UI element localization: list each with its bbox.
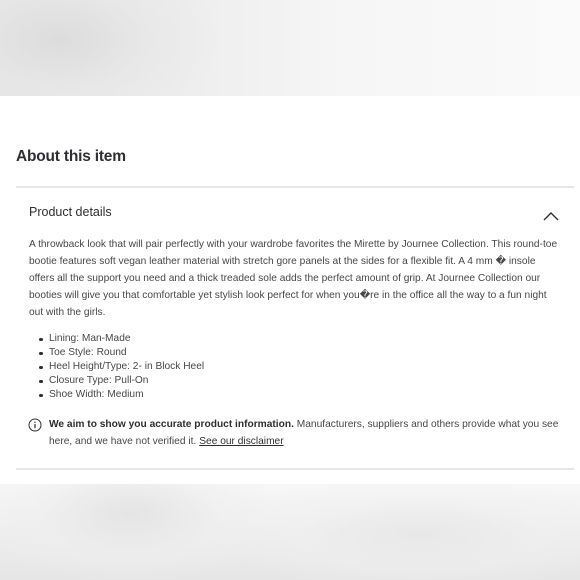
- spec-item: Closure Type: Pull-On: [29, 374, 204, 388]
- accordion-title: Product details: [29, 205, 112, 219]
- product-description: A throwback look that will pair perfectly with your wardrobe favorites the Mirette by Journee Collection. This round-toe bootie features soft vegan leather material with stretch gore panels at the sides for a flexible fit. A 4 mm � insole offers all the support you need and a thick treaded sole adds the perfect amount of grip. At Journee Collection our booties will give you that comfortable yet stylish look perfect for when you�re in the office all the way to a fun night out with the girls.: [29, 239, 558, 318]
- divider: [16, 186, 574, 188]
- spec-item: Toe Style: Round: [29, 346, 204, 360]
- info-icon: [28, 418, 42, 432]
- blurred-content: [0, 484, 580, 580]
- disclaimer-text: Manufacturers, suppliers and others provide what you see here, and we have not verified it.: [49, 419, 559, 447]
- section-title: About this item: [16, 148, 126, 165]
- spec-item: Shoe Width: Medium: [29, 388, 204, 402]
- product-image-blurred: [0, 0, 580, 96]
- product-specs-list: [29, 332, 204, 402]
- chevron-up-icon[interactable]: [543, 211, 559, 221]
- disclaimer: [49, 416, 564, 450]
- spec-item: Heel Height/Type: 2- in Block Heel: [29, 360, 204, 374]
- product-details-accordion-header[interactable]: [29, 203, 559, 229]
- see-disclaimer-link[interactable]: See our disclaimer: [199, 436, 284, 447]
- divider: [16, 468, 574, 470]
- spec-item: Lining: Man-Made: [29, 332, 204, 346]
- disclaimer-bold: We aim to show you accurate product information.: [49, 419, 294, 430]
